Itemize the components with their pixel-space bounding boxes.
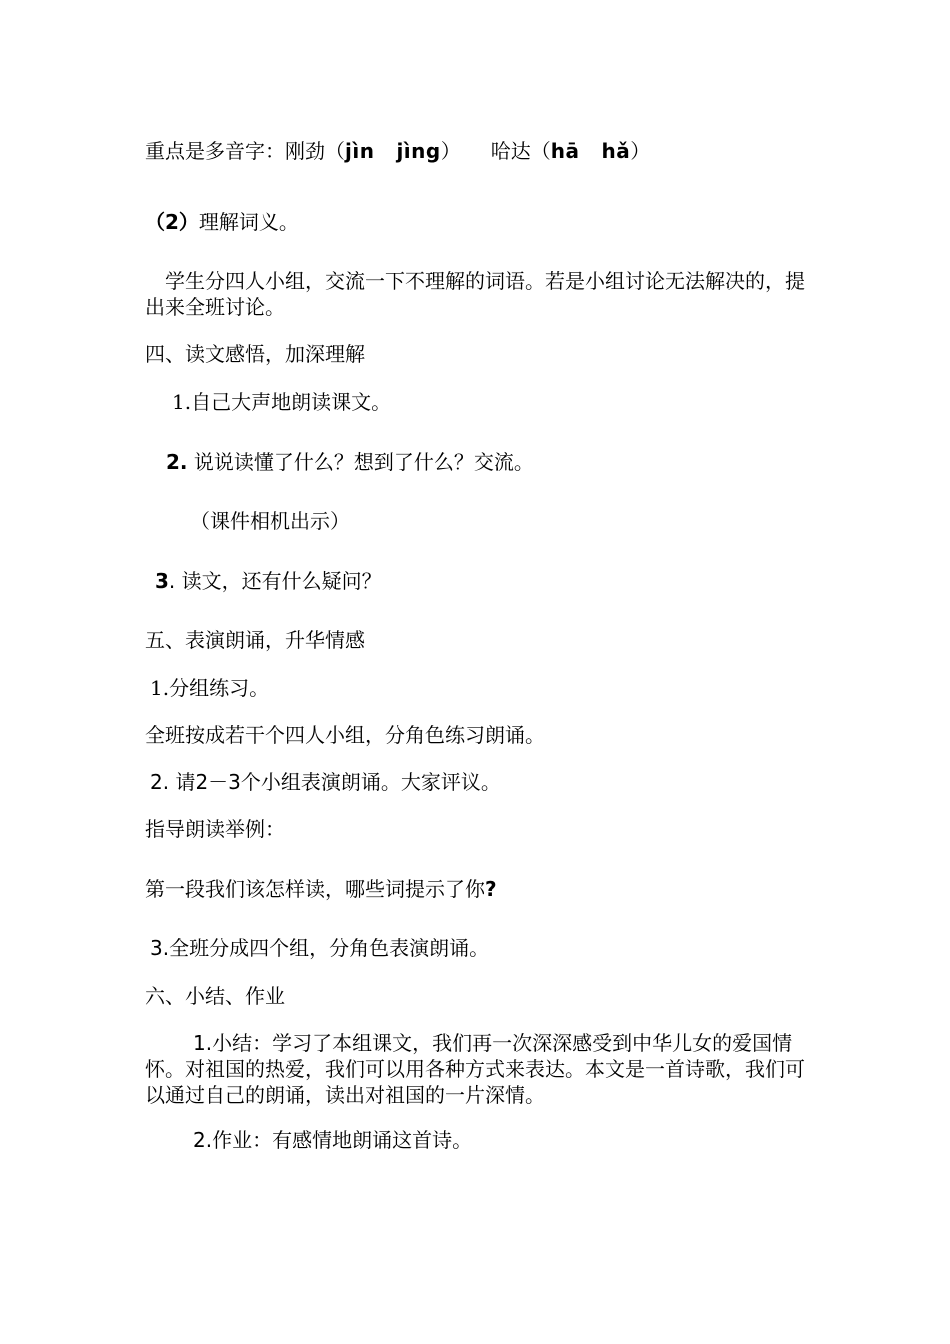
item-5-1-description: 全班按成若干个四人小组，分角色练习朗诵。 (145, 723, 545, 747)
question-mark: ? (485, 877, 497, 901)
section-heading-5: 五、表演朗诵，升华情感 (145, 628, 365, 652)
homework-line: 2.作业：有感情地朗诵这首诗。 (193, 1128, 473, 1152)
reading-guide-question (145, 876, 497, 902)
group-discussion-paragraph: 学生分四人小组，交流一下不理解的词语。若是小组讨论无法解决的，提出来全班讨论。 (145, 269, 805, 319)
step-text: 理解词义。 (198, 210, 299, 234)
polyphone-prefix: 重点是多音字：刚劲（ (145, 139, 345, 163)
item-number: 1. (150, 676, 170, 700)
item-text: 自己大声地朗读课文。 (191, 390, 392, 414)
pinyin-jin: jìn (345, 139, 375, 163)
polyphone-suffix: ） (630, 139, 651, 163)
polyphone-mid: ） 哈达（ (440, 139, 551, 163)
item-number: 2. (166, 450, 188, 474)
section-heading-6: 六、小结、作业 (145, 984, 285, 1008)
item-5-3: 3.全班分成四个组，分角色表演朗诵。 (150, 936, 490, 960)
polyphone-line (145, 138, 650, 164)
item-number: 3 (155, 569, 169, 593)
item-text: . 读文，还有什么疑问？ (168, 569, 382, 593)
reading-guide-label: 指导朗读举例： (145, 817, 285, 841)
question-text: 第一段我们该怎样读，哪些词提示了你 (145, 877, 485, 901)
item-4-1 (172, 389, 391, 415)
item-4-2 (166, 449, 534, 475)
pinyin-ha3: hǎ (601, 139, 631, 163)
section-heading-4: 四、读文感悟，加深理解 (145, 342, 365, 366)
step-understand-words (145, 209, 299, 235)
pinyin-ha1: hā (550, 139, 580, 163)
pinyin-jing: jìng (396, 139, 441, 163)
courseware-note: （课件相机出示） (190, 509, 350, 533)
item-text: 分组练习。 (169, 676, 270, 700)
item-text: 说说读懂了什么？想到了什么？交流。 (193, 450, 534, 474)
item-4-3 (155, 568, 382, 594)
item-number: 1. (172, 390, 192, 414)
item-5-1 (150, 675, 269, 701)
summary-paragraph: 1.小结：学习了本组课文，我们再一次深深感受到中华儿女的爱国情怀。对祖国的热爱，我们可以用各种方式来表达。本文是一首诗歌，我们可以通过自己的朗诵，读出对祖国的一片深情。 (145, 1031, 805, 1107)
item-5-2: 2. 请2－3个小组表演朗诵。大家评议。 (150, 770, 501, 794)
step-number: （2） (145, 210, 199, 234)
